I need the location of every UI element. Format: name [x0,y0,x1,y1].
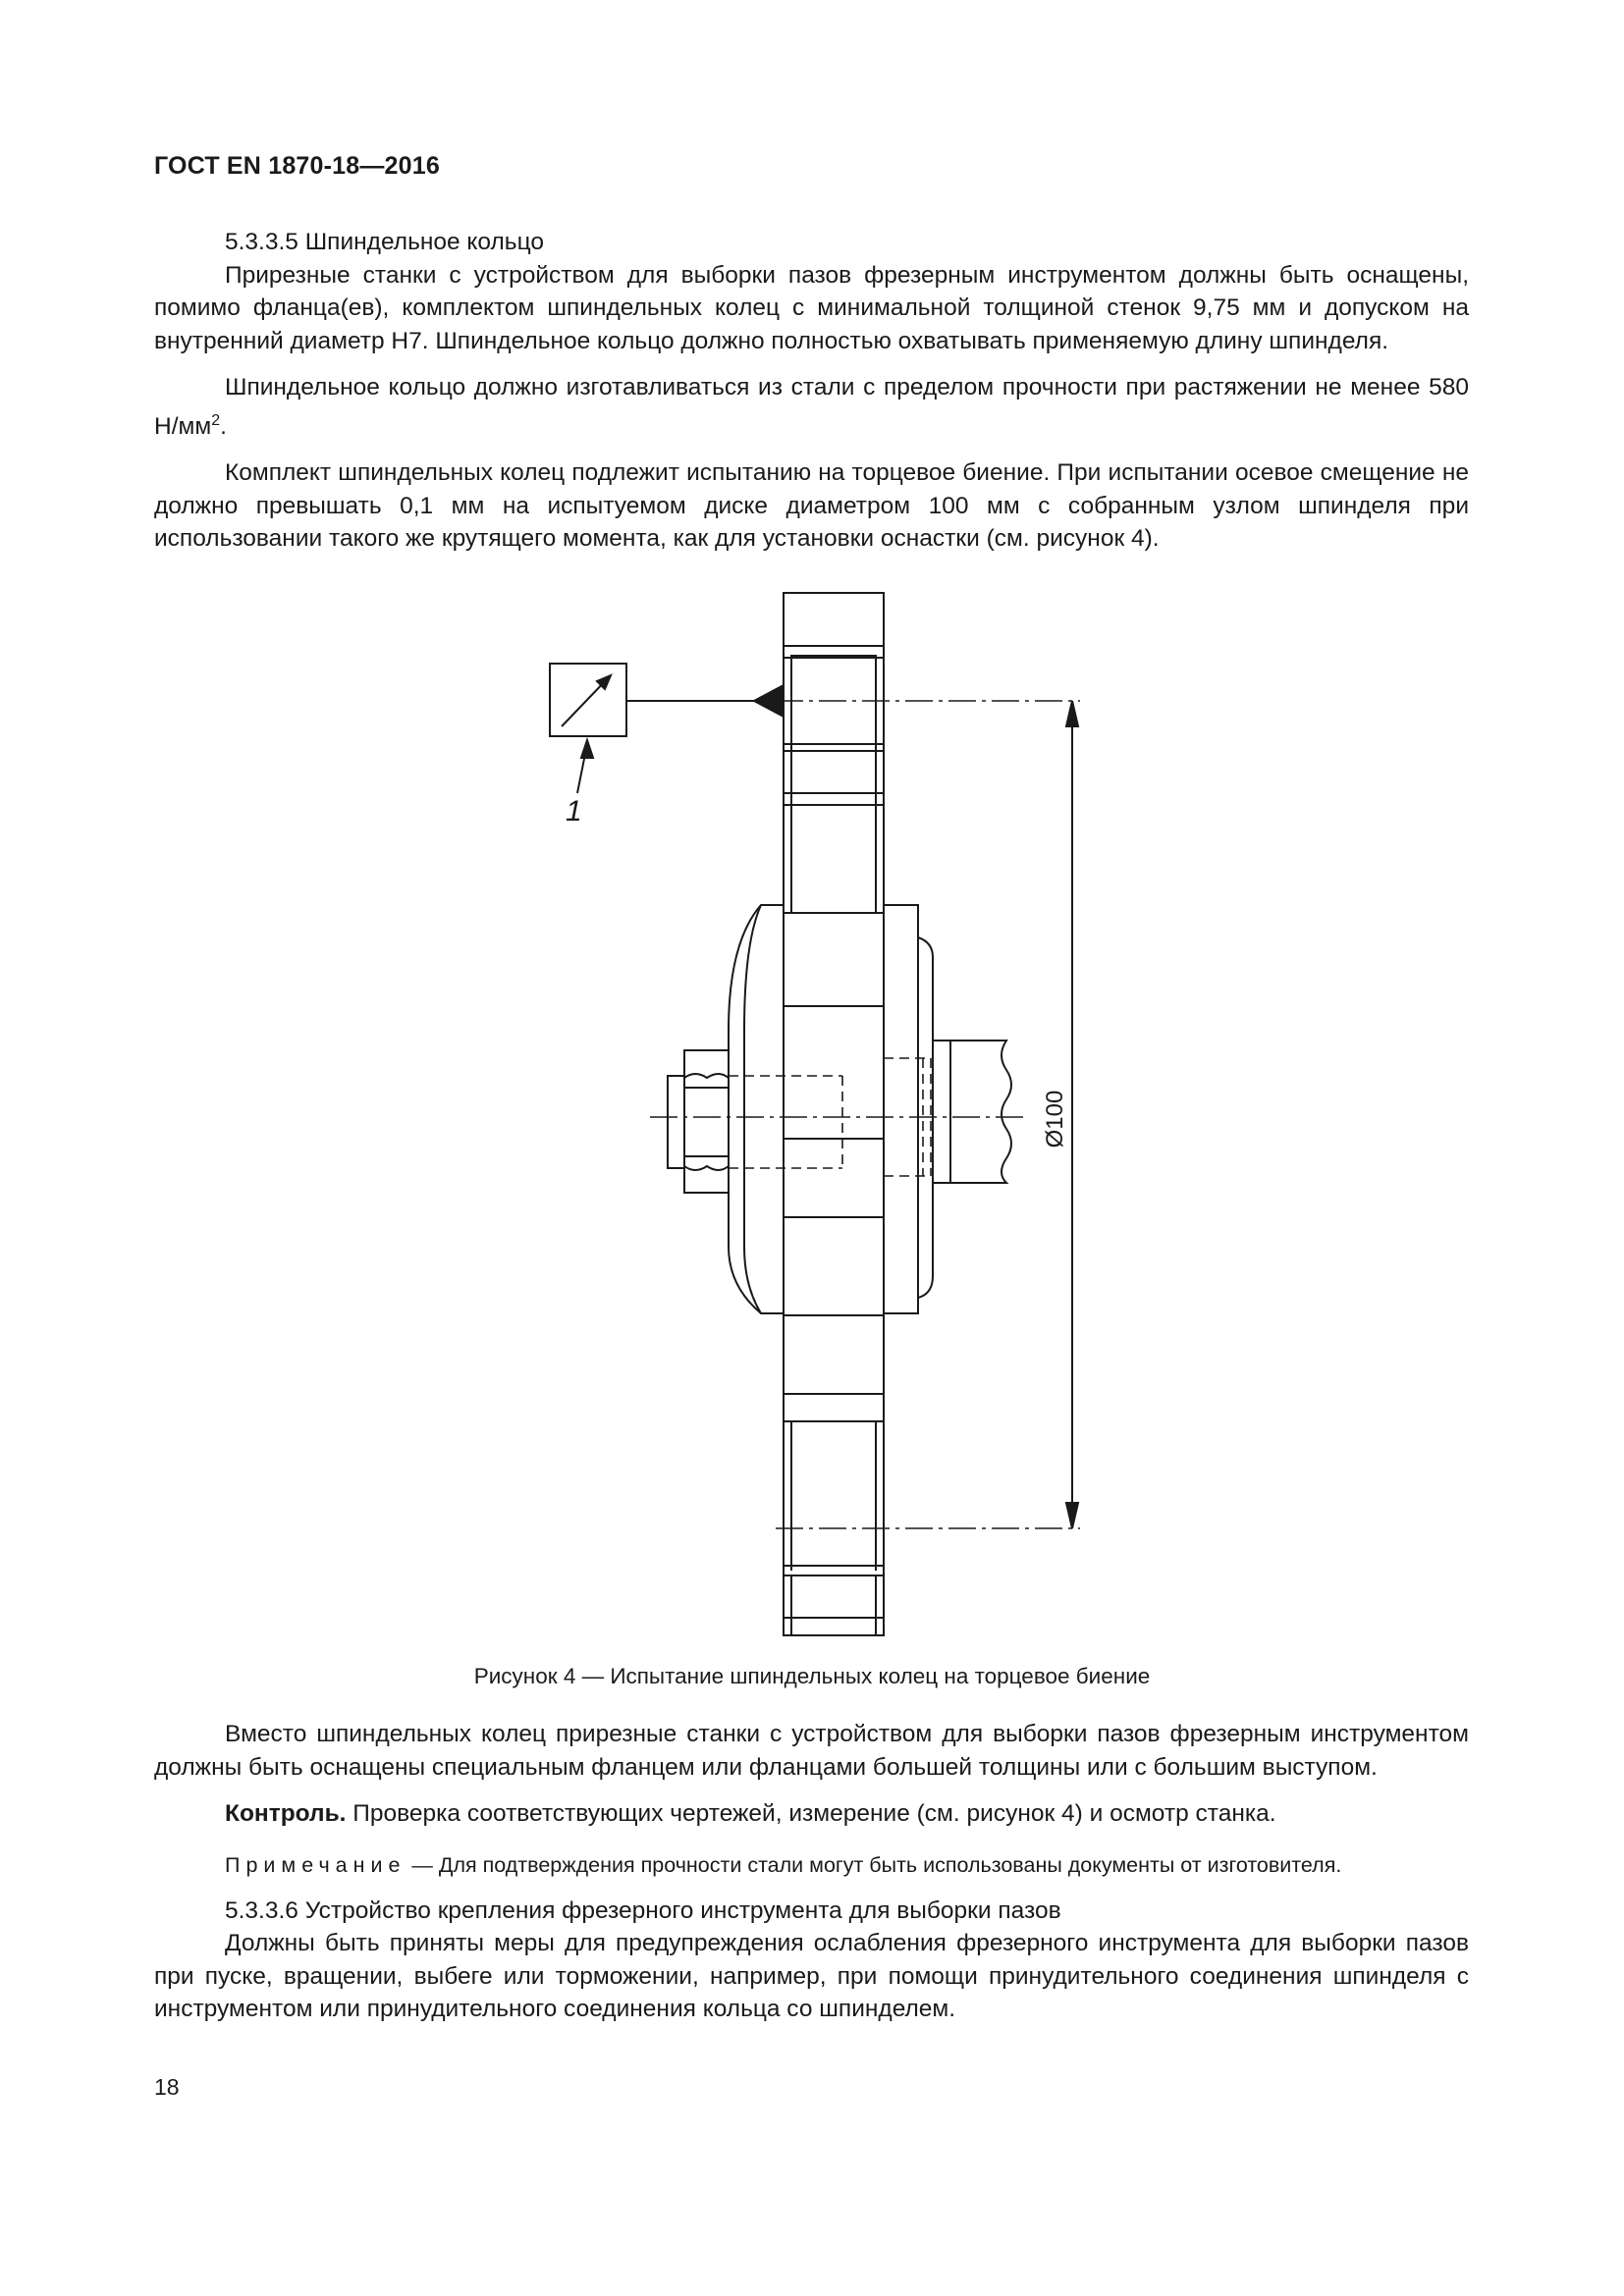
left-flange [729,905,784,1313]
spindle-ring-column [784,593,884,1635]
paragraph: Должны быть приняты меры для предупреждения ослабления фрезерного инструмента для выборки пазов при пуске, вращении, выбеге или торможении, например, при помощи принудительного соединения шпинделя с инструментом или принудительного соединения кольца со шпинделем. [154,1930,1469,2022]
superscript: 2 [211,411,221,429]
spindle-shaft [933,1041,1011,1183]
right-flange [884,905,933,1313]
control-text: Проверка соответствующих чертежей, измерение (см. рисунок 4) и осмотр станка. [346,1800,1276,1827]
note [154,1850,1469,1881]
paragraph-text: Шпиндельное кольцо должно изготавливаться из стали с пределом прочности при растяжении не менее 580 Н/мм [154,374,1469,440]
paragraph: Вместо шпиндельных колец прирезные станки с устройством для выборки пазов фрезерным инструментом должны быть оснащены специальным фланцем или фланцами большей толщины или с большим выступом. [154,1721,1469,1781]
control-paragraph [154,1797,1469,1831]
paragraph-end: . [220,412,227,440]
nut [684,1050,729,1193]
dimension-label: Ø100 [1042,1090,1068,1148]
document-header: ГОСТ EN 1870-18—2016 [154,152,440,180]
section-heading: 5.3.3.5 Шпиндельное кольцо [225,229,544,255]
after-figure-text [154,1718,1469,2026]
section-heading: 5.3.3.6 Устройство крепления фрезерного инструмента для выборки пазов [225,1896,1061,1924]
callout-label-1: 1 [566,795,582,828]
probe-tip [754,685,784,717]
figure-caption: Рисунок 4 — Испытание шпиндельных колец на торцевое биение [473,1664,1151,1688]
page-number: 18 [154,2074,180,2100]
note-label: Примечание [225,1852,406,1877]
note-text: — Для подтверждения прочности стали могут быть использованы документы от изготовителя. [406,1852,1342,1877]
paragraph: Прирезные станки с устройством для выборки пазов фрезерным инструментом должны быть оснащены, помимо фланца(ев), комплектом шпиндельных колец с минимальной толщиной стенок 9,75 мм и допуском на внутренний диаметр H7. Шпиндельное кольцо должно полностью охватывать применяемую длину шпинделя. [154,261,1469,354]
paragraph: Комплект шпиндельных колец подлежит испытанию на торцевое биение. При испытании осевое смещение не должно превышать 0,1 мм на испытуемом диске диаметром 100 мм с собранным узлом шпинделя при использовании такого же крутящего момента, как для установки оснастки (см. рисунок 4). [154,459,1469,553]
control-label: Контроль. [225,1800,347,1827]
bolt-head [668,1076,684,1168]
